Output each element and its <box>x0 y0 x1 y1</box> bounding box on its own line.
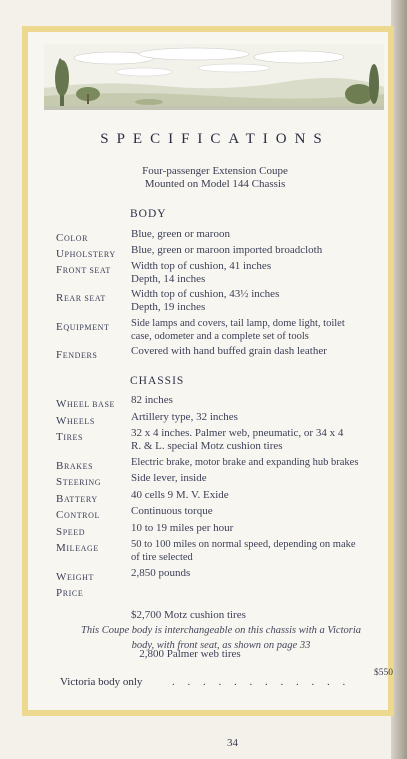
page-number: 34 <box>227 737 238 749</box>
landscape-illustration <box>44 44 384 110</box>
spec-label-wheels: WHEELS <box>56 415 95 427</box>
spec-label-brakes: BRAKES <box>56 460 94 472</box>
spec-line: Width top of cushion, 41 inches <box>131 260 272 272</box>
victoria-body-price: $550 <box>374 668 393 678</box>
interchangeable-note <box>56 623 386 653</box>
body-heading: BODY <box>130 208 167 220</box>
spec-line: R. & L. special Motz cushion tires <box>131 440 283 452</box>
spec-label-weight: WEIGHT <box>56 571 94 583</box>
spec-line: Covered with hand buffed grain dash leather <box>131 345 327 357</box>
spec-value-tires <box>131 427 389 453</box>
spec-line: Blue, green or maroon <box>131 228 230 240</box>
spec-label-price: PRICE <box>56 587 84 599</box>
spec-label-fenders: FENDERS <box>56 349 98 361</box>
spec-line: 50 to 100 miles on normal speed, depending on make <box>131 539 356 550</box>
spec-line: 40 cells 9 M. V. Exide <box>131 489 229 501</box>
spec-label-front-seat: FRONT SEAT <box>56 264 111 276</box>
spec-value-fenders <box>131 345 389 358</box>
spec-label-battery: BATTERY <box>56 493 98 505</box>
chassis-heading: CHASSIS <box>130 375 185 387</box>
spec-value-battery <box>131 489 389 502</box>
spec-value-steering <box>131 472 389 485</box>
spec-value-rear-seat <box>131 288 389 314</box>
spec-line: 82 inches <box>131 394 173 406</box>
spec-label-upholstery: UPHOLSTERY <box>56 248 116 260</box>
spec-label-wheel-base: WHEEL BASE <box>56 398 115 410</box>
spec-value-mileage <box>131 538 389 564</box>
spec-line: Width top of cushion, 43½ inches <box>131 288 280 300</box>
spec-value-weight <box>131 567 389 580</box>
subtitle-line: Mounted on Model 144 Chassis <box>144 178 286 190</box>
spec-line: Continuous torque <box>131 505 213 517</box>
spec-line: case, odometer and a complete set of tools <box>131 331 309 342</box>
spec-value-speed <box>131 522 389 535</box>
spec-label-equipment: EQUIPMENT <box>56 321 110 333</box>
spec-value-wheels <box>131 411 389 424</box>
spec-label-rear-seat: REAR SEAT <box>56 292 106 304</box>
spec-line: 10 to 19 miles per hour <box>131 522 234 534</box>
spec-line: 2,800 Palmer web tires <box>131 648 241 660</box>
spec-line: Side lever, inside <box>131 472 207 484</box>
spec-line: Depth, 14 inches <box>131 273 206 285</box>
victoria-body-label: Victoria body only <box>60 676 143 688</box>
price-leader-dots: . . . . . . . . . . . . <box>172 676 351 688</box>
spec-value-control <box>131 505 389 518</box>
subtitle-line: Four-passenger Extension Coupe <box>142 165 288 177</box>
spec-label-color: COLOR <box>56 232 89 244</box>
spec-value-wheel-base <box>131 394 389 407</box>
spec-line: Artillery type, 32 inches <box>131 411 238 423</box>
spec-value-front-seat <box>131 260 389 286</box>
spec-line: Side lamps and covers, tail lamp, dome light, toilet <box>131 318 345 329</box>
spec-line: $2,700 Motz cushion tires <box>131 609 246 621</box>
spec-line: 32 x 4 inches. Palmer web, pneumatic, or 34 x 4 <box>131 427 344 439</box>
subtitle <box>90 165 340 191</box>
note-line: body, with front seat, as shown on page 33 <box>131 640 311 651</box>
spec-value-brakes <box>131 456 389 469</box>
spec-label-steering: STEERING <box>56 476 102 488</box>
spec-value-color <box>131 228 389 241</box>
spec-line: 2,850 pounds <box>131 567 191 579</box>
spec-value-equipment <box>131 317 389 343</box>
spec-label-mileage: MILEAGE <box>56 542 99 554</box>
spec-label-control: CONTROL <box>56 509 100 521</box>
spec-line: of tire selected <box>131 552 193 563</box>
spec-line: Blue, green or maroon imported broadcloth <box>131 244 323 256</box>
note-line: This Coupe body is interchangeable on this chassis with a Victoria <box>81 625 361 636</box>
spec-line: Depth, 19 inches <box>131 301 206 313</box>
spec-line: Electric brake, motor brake and expanding hub brakes <box>131 457 359 468</box>
page-title: SPECIFICATIONS <box>100 131 330 147</box>
spec-label-speed: SPEED <box>56 526 86 538</box>
spec-label-tires: TIRES <box>56 431 84 443</box>
spec-value-upholstery <box>131 244 389 257</box>
